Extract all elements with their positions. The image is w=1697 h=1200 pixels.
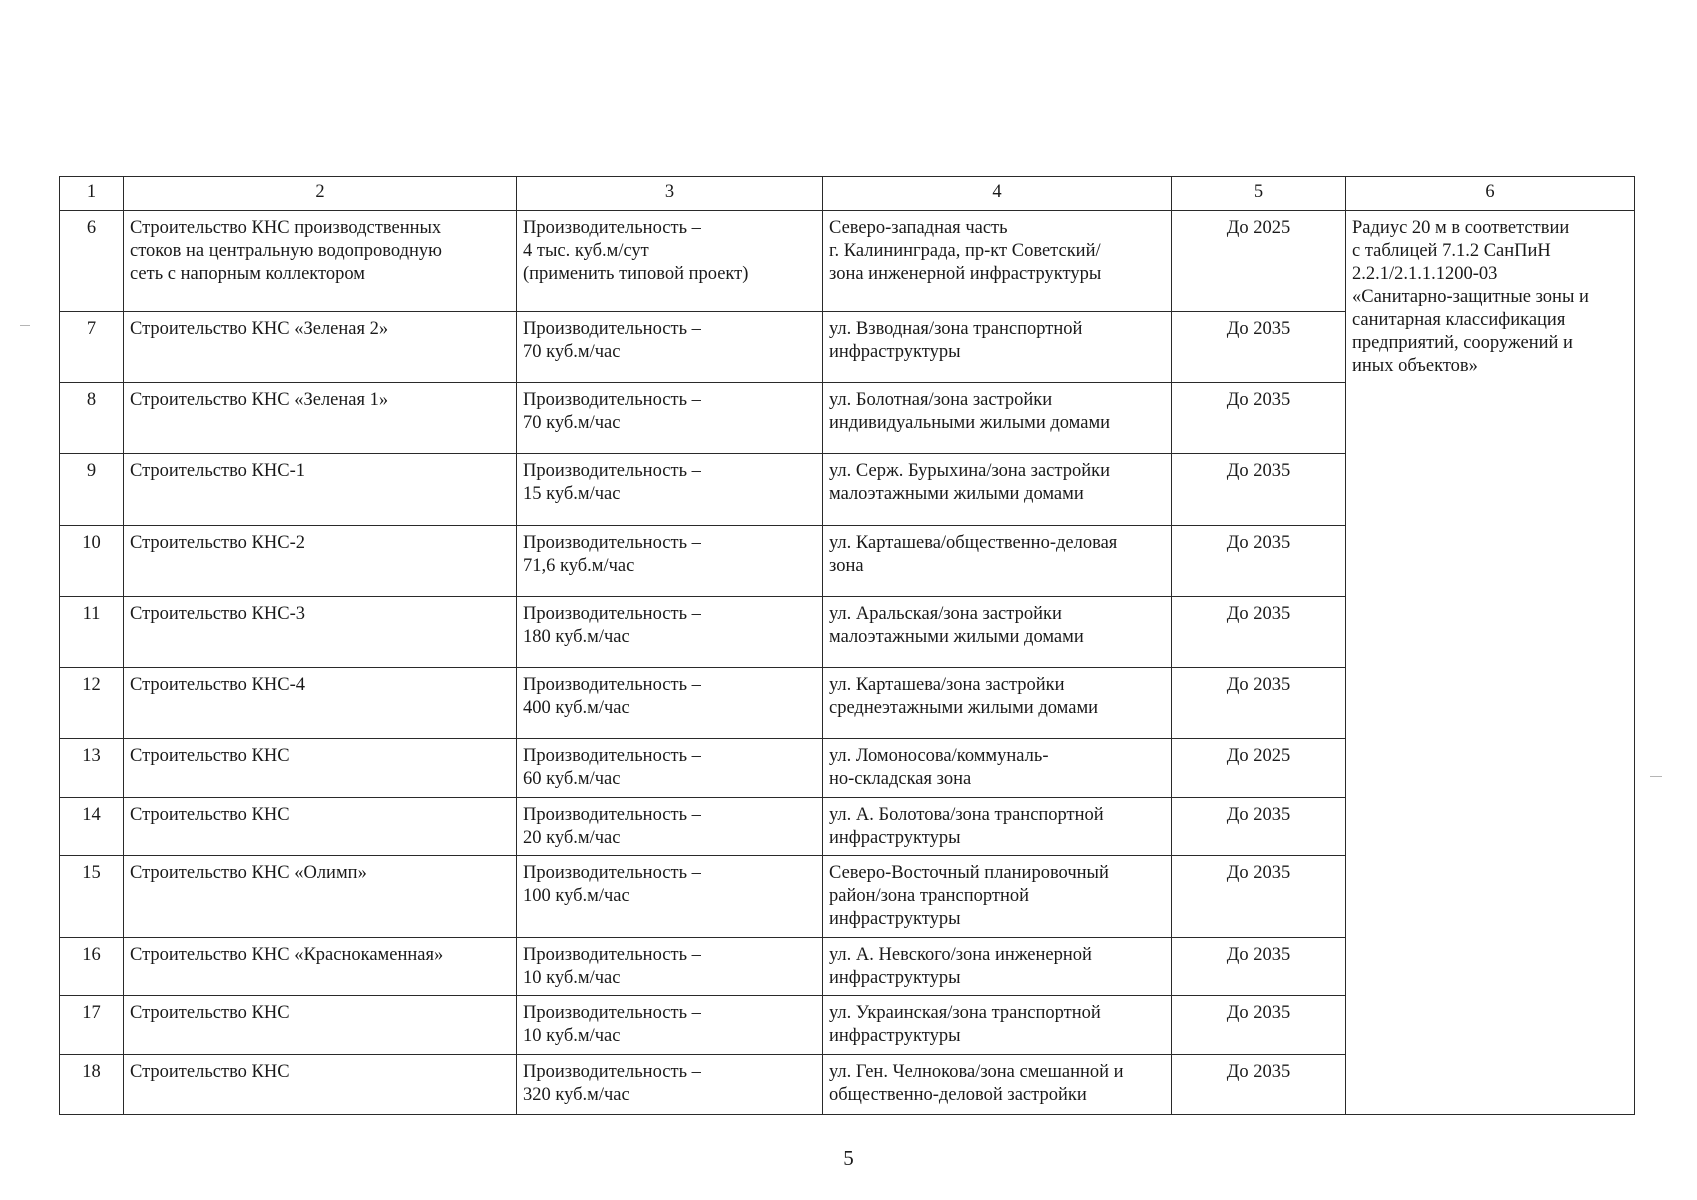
object-name-line: Строительство КНС xyxy=(130,1003,290,1023)
construction-table xyxy=(59,176,1635,1115)
location xyxy=(823,1055,1172,1115)
location-line: общественно-деловой застройки xyxy=(829,1085,1087,1105)
row-number: 6 xyxy=(60,211,124,312)
capacity-line: 15 куб.м/час xyxy=(523,484,621,504)
sanitary-zone-note xyxy=(1346,211,1635,1115)
row-number: 16 xyxy=(60,938,124,996)
column-number-row xyxy=(60,177,1635,211)
location-line: Северо-западная часть xyxy=(829,218,1008,238)
row-number: 12 xyxy=(60,668,124,739)
object-name xyxy=(124,383,517,454)
location-line: ул. Аральская/зона застройки xyxy=(829,604,1062,624)
term: До 2035 xyxy=(1172,597,1346,668)
location-line: ул. Украинская/зона транспортной xyxy=(829,1003,1101,1023)
term: До 2035 xyxy=(1172,668,1346,739)
location-line: инфраструктуры xyxy=(829,909,961,929)
location-line: инфраструктуры xyxy=(829,968,961,988)
location-line: ул. Карташева/общественно-деловая xyxy=(829,533,1118,553)
row-number: 18 xyxy=(60,1055,124,1115)
term: До 2035 xyxy=(1172,798,1346,856)
column-number-3: 3 xyxy=(517,177,823,211)
location xyxy=(823,739,1172,798)
location-line: Северо-Восточный планировочный xyxy=(829,863,1109,883)
term: До 2035 xyxy=(1172,938,1346,996)
term: До 2035 xyxy=(1172,1055,1346,1115)
sanitary-zone-note-line: иных объектов» xyxy=(1352,356,1478,376)
capacity xyxy=(517,668,823,739)
capacity xyxy=(517,739,823,798)
location xyxy=(823,668,1172,739)
term: До 2025 xyxy=(1172,211,1346,312)
capacity-line: 70 куб.м/час xyxy=(523,342,621,362)
capacity-line: Производительность – xyxy=(523,319,701,339)
row-number: 13 xyxy=(60,739,124,798)
capacity-line: Производительность – xyxy=(523,533,701,553)
object-name xyxy=(124,1055,517,1115)
object-name-line: Строительство КНС-1 xyxy=(130,461,306,481)
capacity xyxy=(517,856,823,938)
object-name-line: Строительство КНС «Зеленая 1» xyxy=(130,390,389,410)
object-name-line: Строительство КНС-2 xyxy=(130,533,306,553)
object-name xyxy=(124,996,517,1055)
location-line: район/зона транспортной xyxy=(829,886,1030,906)
column-number-5: 5 xyxy=(1172,177,1346,211)
capacity-line: Производительность – xyxy=(523,1003,701,1023)
sanitary-zone-note-line: предприятий, сооружений и xyxy=(1352,333,1573,353)
capacity xyxy=(517,1055,823,1115)
capacity xyxy=(517,798,823,856)
term: До 2035 xyxy=(1172,996,1346,1055)
capacity-line: 71,6 куб.м/час xyxy=(523,556,635,576)
location xyxy=(823,526,1172,597)
capacity xyxy=(517,211,823,312)
term: До 2035 xyxy=(1172,856,1346,938)
sanitary-zone-note-line: санитарная классификация xyxy=(1352,310,1566,330)
capacity-line: 180 куб.м/час xyxy=(523,627,630,647)
capacity xyxy=(517,312,823,383)
capacity-line: 10 куб.м/час xyxy=(523,968,621,988)
location-line: ул. Серж. Бурыхина/зона застройки xyxy=(829,461,1110,481)
object-name-line: Строительство КНС «Зеленая 2» xyxy=(130,319,389,339)
term: До 2035 xyxy=(1172,383,1346,454)
capacity-line: Производительность – xyxy=(523,1062,701,1082)
term: До 2035 xyxy=(1172,454,1346,526)
location xyxy=(823,856,1172,938)
location xyxy=(823,996,1172,1055)
object-name-line: Строительство КНС xyxy=(130,805,290,825)
capacity-line: 400 куб.м/час xyxy=(523,698,630,718)
object-name xyxy=(124,856,517,938)
location-line: ул. А. Болотова/зона транспортной xyxy=(829,805,1104,825)
location xyxy=(823,211,1172,312)
capacity-line: 4 тыс. куб.м/сут xyxy=(523,241,649,261)
location xyxy=(823,597,1172,668)
capacity-line: Производительность – xyxy=(523,461,701,481)
location-line: зона инженерной инфраструктуры xyxy=(829,264,1102,284)
location-line: ул. Болотная/зона застройки xyxy=(829,390,1053,410)
row-number: 11 xyxy=(60,597,124,668)
capacity xyxy=(517,996,823,1055)
capacity xyxy=(517,526,823,597)
location-line: ул. Взводная/зона транспортной xyxy=(829,319,1083,339)
object-name-line: Строительство КНС xyxy=(130,746,290,766)
capacity-line: Производительность – xyxy=(523,390,701,410)
object-name-line: Строительство КНС-3 xyxy=(130,604,306,624)
location-line: инфраструктуры xyxy=(829,342,961,362)
row-number: 14 xyxy=(60,798,124,856)
object-name-line: сеть с напорным коллектором xyxy=(130,264,365,284)
capacity xyxy=(517,938,823,996)
capacity-line: Производительность – xyxy=(523,675,701,695)
sanitary-zone-note-line: с таблицей 7.1.2 СанПиН xyxy=(1352,241,1551,261)
capacity-line: Производительность – xyxy=(523,805,701,825)
object-name xyxy=(124,526,517,597)
page-number: 5 xyxy=(843,1146,854,1170)
capacity-line: Производительность – xyxy=(523,945,701,965)
column-number-2: 2 xyxy=(124,177,517,211)
term: До 2025 xyxy=(1172,739,1346,798)
row-number: 8 xyxy=(60,383,124,454)
location-line: ул. Ген. Челнокова/зона смешанной и xyxy=(829,1062,1124,1082)
location-line: инфраструктуры xyxy=(829,828,961,848)
capacity-line: Производительность – xyxy=(523,863,701,883)
column-number-1: 1 xyxy=(60,177,124,211)
location-line: ул. А. Невского/зона инженерной xyxy=(829,945,1092,965)
object-name xyxy=(124,668,517,739)
object-name xyxy=(124,597,517,668)
location-line: ул. Ломоносова/коммуналь- xyxy=(829,746,1049,766)
row-number: 10 xyxy=(60,526,124,597)
column-number-4: 4 xyxy=(823,177,1172,211)
location xyxy=(823,454,1172,526)
table-row xyxy=(60,211,1635,312)
row-number: 9 xyxy=(60,454,124,526)
capacity-line: Производительность – xyxy=(523,746,701,766)
object-name-line: Строительство КНС «Олимп» xyxy=(130,863,367,883)
term: До 2035 xyxy=(1172,312,1346,383)
capacity-line: 20 куб.м/час xyxy=(523,828,621,848)
capacity-line: Производительность – xyxy=(523,604,701,624)
location-line: малоэтажными жилыми домами xyxy=(829,627,1084,647)
object-name-line: Строительство КНС производственных xyxy=(130,218,442,238)
location-line: индивидуальными жилыми домами xyxy=(829,413,1111,433)
row-number: 15 xyxy=(60,856,124,938)
location xyxy=(823,312,1172,383)
location-line: ул. Карташева/зона застройки xyxy=(829,675,1065,695)
scan-artifact-right xyxy=(1650,776,1662,777)
capacity-line: Производительность – xyxy=(523,218,701,238)
object-name xyxy=(124,938,517,996)
sanitary-zone-note-line: Радиус 20 м в соответствии xyxy=(1352,218,1570,238)
object-name xyxy=(124,454,517,526)
object-name xyxy=(124,798,517,856)
object-name xyxy=(124,312,517,383)
capacity xyxy=(517,383,823,454)
location-line: г. Калининграда, пр-кт Советский/ xyxy=(829,241,1101,261)
object-name-line: Строительство КНС-4 xyxy=(130,675,306,695)
capacity-line: 100 куб.м/час xyxy=(523,886,630,906)
term: До 2035 xyxy=(1172,526,1346,597)
capacity-line: 60 куб.м/час xyxy=(523,769,621,789)
location-line: инфраструктуры xyxy=(829,1026,961,1046)
capacity xyxy=(517,597,823,668)
object-name xyxy=(124,739,517,798)
object-name-line: Строительство КНС «Краснокаменная» xyxy=(130,945,444,965)
location xyxy=(823,798,1172,856)
capacity-line: (применить типовой проект) xyxy=(523,264,749,284)
sanitary-zone-note-line: 2.2.1/2.1.1.1200-03 xyxy=(1352,264,1498,284)
location-line: среднеэтажными жилыми домами xyxy=(829,698,1099,718)
location-line: зона xyxy=(829,556,864,576)
scan-artifact-left xyxy=(20,325,30,326)
location-line: но-складская зона xyxy=(829,769,972,789)
object-name-line: стоков на центральную водопроводную xyxy=(130,241,443,261)
column-number-6: 6 xyxy=(1346,177,1635,211)
capacity-line: 70 куб.м/час xyxy=(523,413,621,433)
location xyxy=(823,938,1172,996)
location xyxy=(823,383,1172,454)
capacity xyxy=(517,454,823,526)
location-line: малоэтажными жилыми домами xyxy=(829,484,1084,504)
row-number: 7 xyxy=(60,312,124,383)
capacity-line: 10 куб.м/час xyxy=(523,1026,621,1046)
row-number: 17 xyxy=(60,996,124,1055)
table-body xyxy=(60,177,1635,1115)
capacity-line: 320 куб.м/час xyxy=(523,1085,630,1105)
object-name-line: Строительство КНС xyxy=(130,1062,290,1082)
sanitary-zone-note-line: «Санитарно-защитные зоны и xyxy=(1352,287,1589,307)
object-name xyxy=(124,211,517,312)
